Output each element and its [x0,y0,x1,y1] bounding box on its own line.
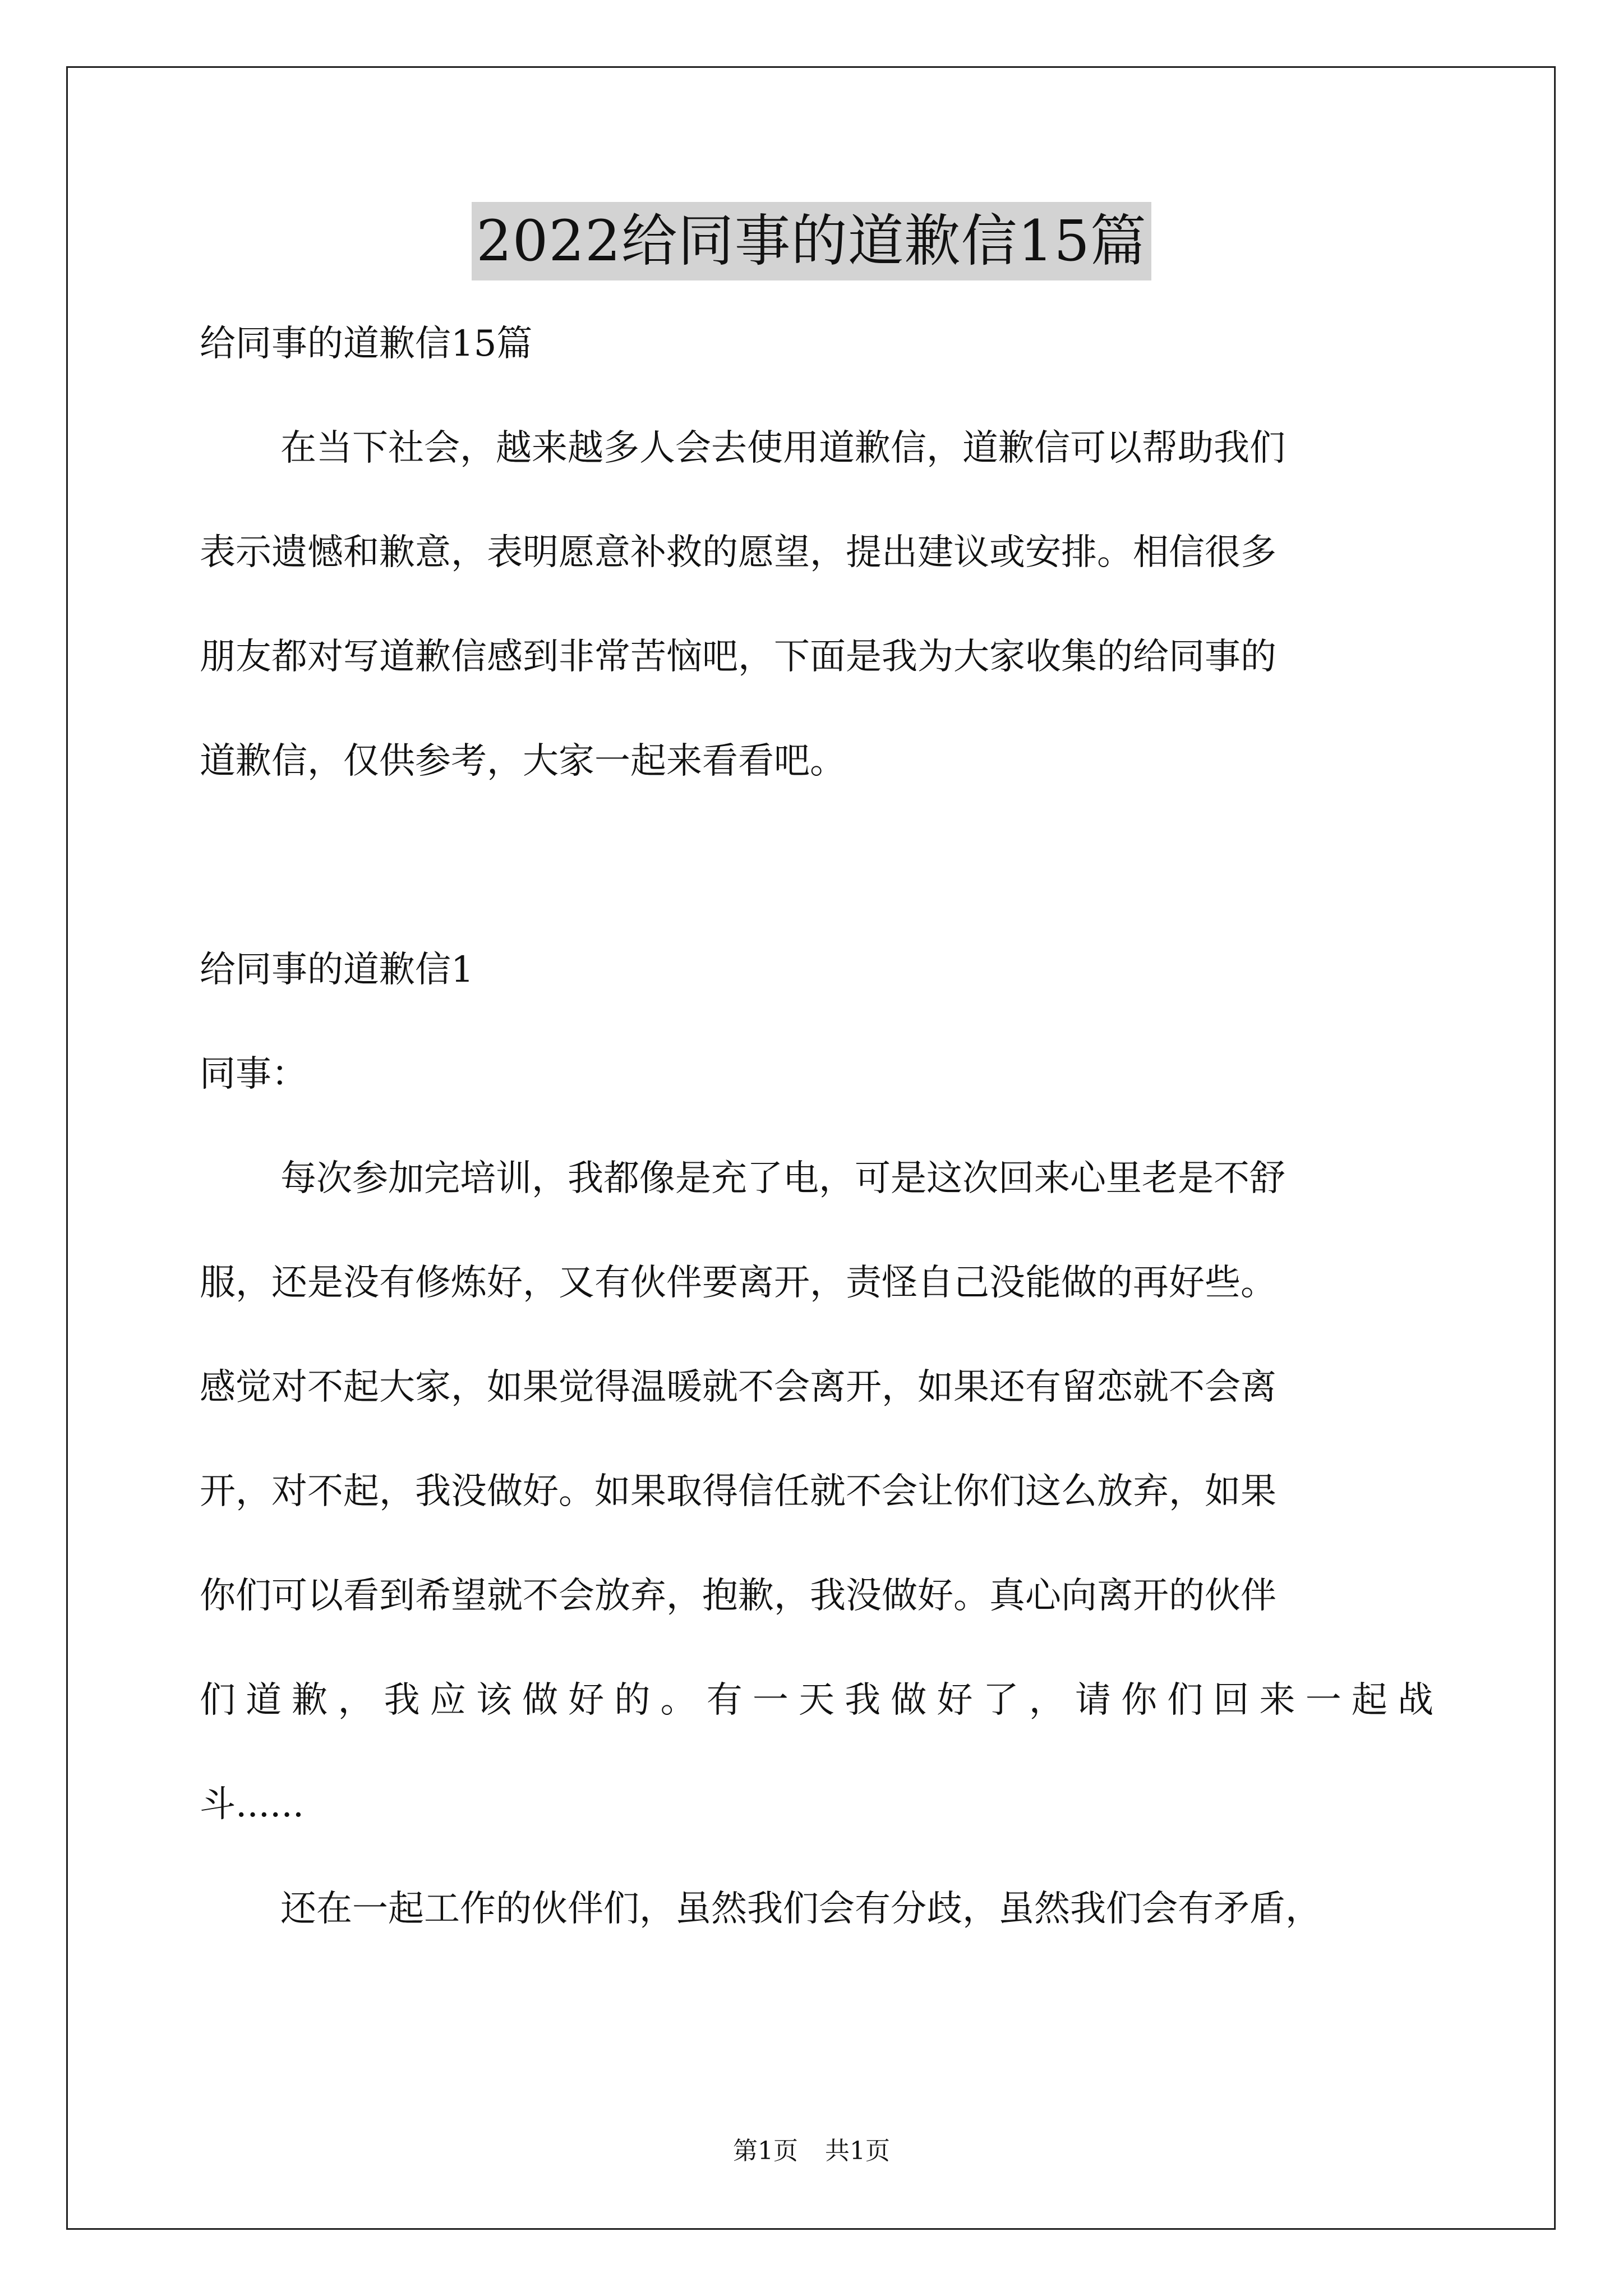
title-area [0,202,1623,280]
page-footer [0,2134,1623,2168]
section-heading: 给同事的道歉信1 [200,949,474,991]
body-line-6: 们道歉，我应该做好的。有一天我做好了，请你们回来一起战 [200,1680,1433,1721]
document-body [200,292,1433,1961]
intro-line-2: 表示遗憾和歉意，表明愿意补救的愿望，提出建议或安排。相信很多 [200,532,1276,573]
salutation: 同事： [200,1053,307,1095]
body-line-1: 每次参加完培训，我都像是充了电，可是这次回来心里老是不舒 [280,1158,1285,1199]
paragraph-spacer [200,813,1433,918]
body-line-3: 感觉对不起大家，如果觉得温暖就不会离开，如果还有留恋就不会离 [200,1366,1276,1408]
body-line-7: 斗...... [200,1784,305,1825]
body-line-2: 服，还是没有修炼好，又有伙伴要离开，责怪自己没能做的再好些。 [200,1262,1276,1304]
document-title: 2022给同事的道歉信15篇 [472,202,1151,280]
subtitle: 给同事的道歉信15篇 [200,323,533,365]
body-line-4: 开，对不起，我没做好。如果取得信任就不会让你们这么放弃，如果 [200,1471,1276,1512]
last-line: 还在一起工作的伙伴们，虽然我们会有分歧，虽然我们会有矛盾， [280,1888,1321,1930]
intro-line-1: 在当下社会，越来越多人会去使用道歉信，道歉信可以帮助我们 [280,427,1285,469]
intro-line-3: 朋友都对写道歉信感到非常苦恼吧，下面是我为大家收集的给同事的 [200,636,1276,678]
page-number: 第1页 [733,2137,798,2165]
page-total: 共1页 [825,2137,890,2165]
body-line-5: 你们可以看到希望就不会放弃，抱歉，我没做好。真心向离开的伙伴 [200,1575,1276,1617]
intro-line-4: 道歉信，仅供参考，大家一起来看看吧。 [200,740,846,782]
